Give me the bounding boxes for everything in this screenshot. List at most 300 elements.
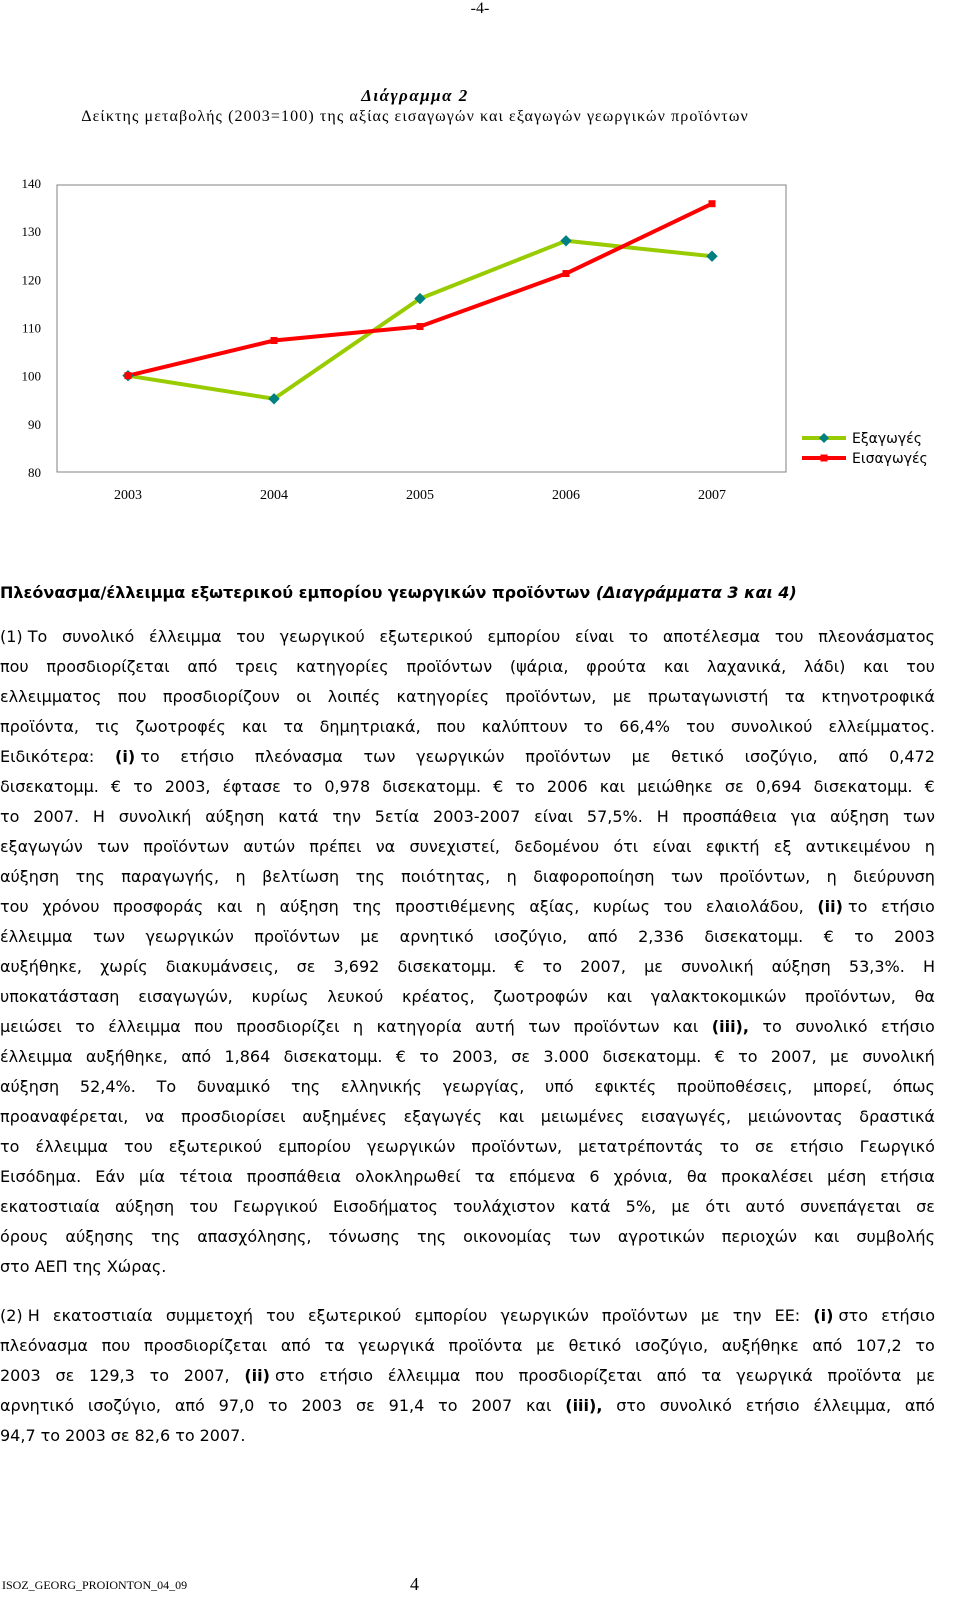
word: προϊόντων (143, 837, 229, 856)
word: με (916, 1366, 935, 1385)
word: και (863, 657, 889, 676)
word: καλύπτουν (481, 717, 568, 736)
word: τα (324, 1336, 345, 1355)
word: συνολικό (795, 1017, 868, 1036)
paragraph-2 (0, 1301, 935, 1451)
word: διαφοροποίηση (533, 867, 655, 886)
word: ΕΕ: (774, 1306, 801, 1325)
word: € (823, 927, 834, 946)
word: θετικό (568, 1336, 622, 1355)
word: και (672, 1017, 699, 1036)
word: δραστικά (859, 1107, 935, 1126)
word: το (149, 1366, 169, 1385)
word: οι (296, 687, 312, 706)
word: συνολικό (62, 627, 135, 646)
text-line (0, 832, 935, 862)
paragraph-1 (0, 622, 935, 1282)
text-line (0, 1042, 935, 1072)
word: λαχανικά, (706, 657, 787, 676)
word: φρούτα (586, 657, 647, 676)
word: ελληνικής (340, 1077, 422, 1096)
word: προϊόντων (406, 657, 493, 676)
chart-subtitle: Δείκτης μεταβολής (2003=100) της αξίας εισαγωγών και εξαγωγών γεωργικών προϊόντων (81, 108, 749, 125)
word: της (151, 1227, 181, 1246)
word: (iii), (711, 1017, 749, 1036)
word: χωρίς (100, 957, 148, 976)
word: 5ετία (374, 807, 420, 826)
word: η (255, 897, 267, 916)
y-tick-label: 130 (21, 224, 41, 240)
word: που (101, 1336, 131, 1355)
word: να (144, 1107, 165, 1126)
word: του (906, 657, 935, 676)
word: ετήσιο (745, 1396, 800, 1415)
word: πρέπει (309, 837, 362, 856)
word: ετήσιο (881, 897, 935, 916)
word: τα (701, 1366, 722, 1385)
word: προϊόντων (254, 927, 340, 946)
word: τις (95, 717, 120, 736)
word: του (663, 897, 693, 916)
word: εμπορίου (414, 1306, 488, 1325)
word: περιοχών (721, 1227, 797, 1246)
word: σε (724, 777, 744, 796)
word: ετήσιο (881, 1306, 935, 1325)
text-line (0, 1072, 935, 1102)
word: ετήσια (880, 1167, 935, 1186)
word: μία (138, 1167, 166, 1186)
word: προσπάθεια (246, 1167, 342, 1186)
word: προσπάθεια (682, 807, 777, 826)
word: ότι (613, 837, 639, 856)
text-line (0, 1331, 935, 1361)
word: μειώσει (0, 1017, 62, 1036)
text-line (0, 802, 935, 832)
word: (ψάρια, (509, 657, 569, 676)
word: λοιπές (327, 687, 381, 706)
word: αύξησης (65, 1227, 134, 1246)
text-line (0, 742, 935, 772)
word: κτηνοτροφικά (821, 687, 935, 706)
word: με (536, 1336, 555, 1355)
word: Η (92, 807, 105, 826)
word: μειωμένες (540, 1107, 625, 1126)
word: από (181, 1047, 212, 1066)
word: προϋποθέσεις, (676, 1077, 793, 1096)
word: προστιθέμενης (395, 897, 516, 916)
word: είναι (652, 837, 692, 856)
word: αύξηση (114, 1197, 175, 1216)
word: σε (55, 1366, 75, 1385)
word: προϊόντα (448, 1336, 523, 1355)
word: συνεχιστεί, (409, 837, 501, 856)
text-line (0, 1391, 935, 1421)
word: προϊόντων (525, 747, 611, 766)
word: € (493, 777, 504, 796)
word: της (75, 867, 105, 886)
word: αποτέλεσμα (662, 627, 761, 646)
word: 2006 (546, 777, 588, 796)
word: χρόνια, (613, 1167, 673, 1186)
word: πλεόνασμα (0, 1336, 88, 1355)
series-point-imports (417, 323, 424, 330)
y-tick-label: 80 (28, 465, 41, 480)
word: μπορεί, (813, 1077, 872, 1096)
word: προκαλέσει (721, 1167, 814, 1186)
word: γεωργικά (358, 1336, 435, 1355)
word: το (628, 627, 649, 646)
word: εξωτερικού (308, 1306, 402, 1325)
word: κατηγορία (376, 1017, 462, 1036)
word: που (194, 1017, 223, 1036)
word: και (241, 717, 268, 736)
word: στο (616, 1396, 646, 1415)
word: σε (916, 1197, 935, 1216)
word: όπως (892, 1077, 935, 1096)
word: αύξηση (829, 807, 890, 826)
word: προϊόντα (827, 1366, 902, 1385)
word: 2007. (199, 1426, 246, 1445)
text-line (0, 862, 935, 892)
word: εισαγωγές, (640, 1107, 732, 1126)
word: το (133, 777, 153, 796)
word: την (732, 1306, 762, 1325)
word: 1,864 (224, 1047, 271, 1066)
word: έλλειμμα, (813, 1396, 892, 1415)
word: είναι (534, 807, 574, 826)
word: αρνητικό (399, 927, 474, 946)
word: να (375, 837, 396, 856)
y-tick-label: 140 (21, 176, 41, 191)
word: συμβολής (856, 1227, 935, 1246)
word: το (0, 1137, 20, 1156)
word: 91,4 (388, 1396, 425, 1415)
word: δυναμικό (196, 1077, 271, 1096)
word: έλλειμμα (0, 927, 73, 946)
word: δισεκατομμ. (283, 1047, 383, 1066)
word: 2003 (65, 1426, 106, 1445)
word: του (0, 897, 29, 916)
x-tick-label: 2003 (114, 488, 142, 503)
word: κυρίως (251, 987, 309, 1006)
word: με (830, 1047, 849, 1066)
word: αυξήθηκε (721, 1336, 799, 1355)
word: μέση (827, 1167, 867, 1186)
word: θα (914, 987, 935, 1006)
word: συμμετοχή (165, 1306, 254, 1325)
text-line (0, 712, 935, 742)
word: ποιότητας, (401, 867, 491, 886)
word: 2,336 (638, 927, 684, 946)
y-tick-label: 110 (21, 320, 41, 336)
word: προσδιορίζει (236, 1017, 340, 1036)
word: τα (784, 687, 806, 706)
word: από (904, 1396, 935, 1415)
legend-label: Εισαγωγές (852, 451, 928, 467)
word: 3,692 (333, 957, 380, 976)
word: αύξηση (279, 897, 339, 916)
word: θα (686, 1167, 708, 1186)
word: τα (474, 1167, 495, 1186)
word: επόμενα (508, 1167, 576, 1186)
word: προαναφέρεται, (0, 1107, 129, 1126)
legend-marker-imports (821, 455, 828, 462)
word: η (924, 837, 935, 856)
x-tick-label: 2004 (260, 488, 288, 503)
word: το (0, 807, 20, 826)
word: και (606, 987, 632, 1006)
word: των (363, 747, 396, 766)
word: το (915, 1336, 935, 1355)
word: τρεις (235, 657, 279, 676)
word: ελλειμματος (0, 687, 102, 706)
word: η (235, 867, 246, 886)
word: και (813, 1227, 840, 1246)
word: ζωοτροφών (493, 987, 588, 1006)
word: προϊόντα, (0, 717, 79, 736)
text-line (0, 1132, 935, 1162)
word: αντικειμένου (805, 837, 911, 856)
word: συνολική (118, 807, 192, 826)
word: της (72, 1257, 102, 1276)
word: το (515, 777, 535, 796)
word: αυτό (745, 1197, 785, 1216)
line-chart (0, 170, 960, 525)
word: δισεκατομμ. (704, 927, 804, 946)
word: 53,3%. (848, 957, 905, 976)
word: παραγωγής, (121, 867, 220, 886)
word: € (514, 957, 525, 976)
word: κατά (570, 1197, 611, 1216)
word: 97,0 (218, 1396, 255, 1415)
word: με (631, 747, 651, 766)
word: δισεκατομμ. (0, 777, 99, 796)
word: διεύρυνση (853, 867, 935, 886)
word: χρόνου (42, 897, 100, 916)
word: συνολική (681, 957, 754, 976)
word: αγροτικών (617, 1227, 705, 1246)
text-line (0, 1192, 935, 1222)
x-tick-label: 2005 (406, 488, 434, 503)
word: συνολική (862, 1047, 935, 1066)
word: 0,472 (889, 747, 935, 766)
text-line (0, 892, 935, 922)
word: το (175, 1426, 195, 1445)
word: 3.000 (543, 1047, 590, 1066)
word: 2003, (452, 1047, 498, 1066)
legend-label: Εξαγωγές (852, 431, 922, 447)
word: πλεονάσματος (818, 627, 935, 646)
word: 57,5%. (586, 807, 643, 826)
word: ελλείμματος. (828, 717, 935, 736)
word: υπό (545, 1077, 574, 1096)
word: που (0, 657, 29, 676)
word: 6 (589, 1167, 600, 1186)
series-point-imports (563, 270, 570, 277)
word: κατηγορίες (396, 687, 490, 706)
word: εμπορίου (278, 1137, 351, 1156)
word: προϊόντων (573, 1017, 660, 1036)
word: 2003 (301, 1396, 343, 1415)
text-line (0, 652, 935, 682)
word: ισοζύγιο, (744, 747, 818, 766)
word: με (360, 927, 380, 946)
text-line (0, 682, 935, 712)
word: 5%, (625, 1197, 657, 1216)
word: δισεκατομμ. (602, 1047, 702, 1066)
word: εκατοστιαία (0, 1197, 100, 1216)
word: 2003-2007 (433, 807, 521, 826)
word: το (762, 1017, 782, 1036)
word: εφικτές (594, 1077, 657, 1096)
word: αυτή (475, 1017, 515, 1036)
word: των (528, 1017, 561, 1036)
word: γαλακτοκομικών (650, 987, 787, 1006)
word: διακυμάνσεις, (165, 957, 279, 976)
word: αυξήθηκε, (85, 1047, 168, 1066)
section-heading (0, 583, 940, 602)
word: αρνητικό (0, 1396, 75, 1415)
word: κατηγορίες (296, 657, 389, 676)
word: από (174, 1396, 205, 1415)
word: γεωργικών (416, 747, 505, 766)
word: το (268, 1396, 288, 1415)
word: γεωργικού (279, 627, 365, 646)
word: το (719, 1137, 739, 1156)
word: Εισοδήματος (333, 1197, 438, 1216)
word: 2007, (580, 957, 626, 976)
word: δημητριακά, (319, 717, 421, 736)
word: έλλειμμα (148, 627, 222, 646)
word: προϊόντων, (805, 987, 896, 1006)
word: της (352, 897, 382, 916)
word: το (438, 1396, 458, 1415)
word: βελτίωση (262, 867, 340, 886)
word: ετήσιο (881, 1017, 935, 1036)
word: κυρίως (592, 897, 650, 916)
word: ισοζύγιο, (494, 927, 568, 946)
word: 2007. (33, 807, 80, 826)
word: προσδιορίζεται (518, 1366, 642, 1385)
word: η (506, 867, 517, 886)
word: και (526, 1396, 552, 1415)
word: της (355, 867, 385, 886)
word: (iii), (565, 1396, 603, 1415)
word: αυξήθηκε, (0, 957, 82, 976)
footer-page-number: 4 (410, 1574, 419, 1594)
word: μειώνοντας (747, 1107, 843, 1126)
word: το (419, 1047, 439, 1066)
x-tick-label: 2006 (552, 488, 580, 503)
word: συνεπάγεται (799, 1197, 901, 1216)
word: το (738, 1047, 758, 1066)
series-point-imports (271, 337, 278, 344)
word: εξ (773, 837, 792, 856)
word: και (216, 897, 243, 916)
word: εισαγωγών, (138, 987, 233, 1006)
page-number-top: -4- (470, 0, 490, 17)
word: τέτοια (179, 1167, 233, 1186)
word: με (700, 1306, 720, 1325)
word: προσδιορίσει (181, 1107, 286, 1126)
word: θετικό (671, 747, 724, 766)
word: με (612, 687, 632, 706)
word: Ειδικότερα: (0, 747, 95, 766)
word: προϊόντων, (505, 687, 597, 706)
word: 2003 (894, 927, 935, 946)
word: που (475, 1366, 504, 1385)
word: τόνωσης (328, 1227, 400, 1246)
word: εξαγωγών (0, 837, 83, 856)
word: 2003 (0, 1366, 41, 1385)
word: προϊόντων, (719, 867, 811, 886)
section-heading-main: Πλεόνασμα/έλλειμμα εξωτερικού εμπορίου γεωργικών προϊόντων (0, 583, 596, 602)
word: 129,3 (89, 1366, 135, 1385)
word: (i) το (115, 747, 160, 766)
y-tick-label: 120 (21, 272, 41, 288)
word: το (75, 1017, 95, 1036)
word: η (352, 1017, 364, 1036)
word: Η (656, 807, 669, 826)
word: του (236, 627, 265, 646)
word: ότι (705, 1197, 731, 1216)
word: μετατρέποντάς (578, 1137, 704, 1156)
word: προσδιορίζουν (162, 687, 280, 706)
word: η (826, 867, 837, 886)
word: συνολικού (730, 717, 813, 736)
word: το (292, 777, 313, 796)
word: μειώθηκε (637, 777, 713, 796)
word: 2007, (183, 1366, 230, 1385)
word: δισεκατομμ. (382, 777, 482, 796)
word: γεωργίας, (442, 1077, 525, 1096)
word: των (902, 807, 935, 826)
word: ζωοτροφές (135, 717, 226, 736)
word: ελαιολάδου, (705, 897, 804, 916)
x-tick-label: 2007 (698, 488, 726, 503)
word: εμπορίου (487, 627, 561, 646)
text-line (0, 1252, 935, 1282)
word: του (266, 1306, 295, 1325)
series-point-imports (709, 200, 716, 207)
word: αυξημένες (302, 1107, 387, 1126)
text-line (0, 922, 935, 952)
word: έλλειμμα (387, 1366, 461, 1385)
word: ετήσιο (319, 1366, 374, 1385)
word: από (187, 657, 218, 676)
word: το (40, 1426, 61, 1445)
word: αυτών (243, 837, 296, 856)
text-line (0, 1301, 935, 1331)
word: του (189, 1197, 219, 1216)
word: των (568, 1227, 601, 1246)
word: γεωργικά (736, 1366, 813, 1385)
word: 66,4% (619, 717, 670, 736)
word: από (656, 1366, 687, 1385)
word: λάδι) (803, 657, 846, 676)
word: εφικτή (705, 837, 760, 856)
word: 94,7 (0, 1426, 36, 1445)
word: ΑΕΠ (34, 1257, 68, 1276)
word: συνολικό (659, 1396, 732, 1415)
text-line (0, 982, 935, 1012)
word: σε (110, 1426, 130, 1445)
word: 0,694 (755, 777, 802, 796)
word: προϊόντων, (471, 1137, 563, 1156)
word: αύξηση (0, 867, 60, 886)
word: γεωργικών (145, 927, 234, 946)
word: εξωτερικού (379, 627, 473, 646)
